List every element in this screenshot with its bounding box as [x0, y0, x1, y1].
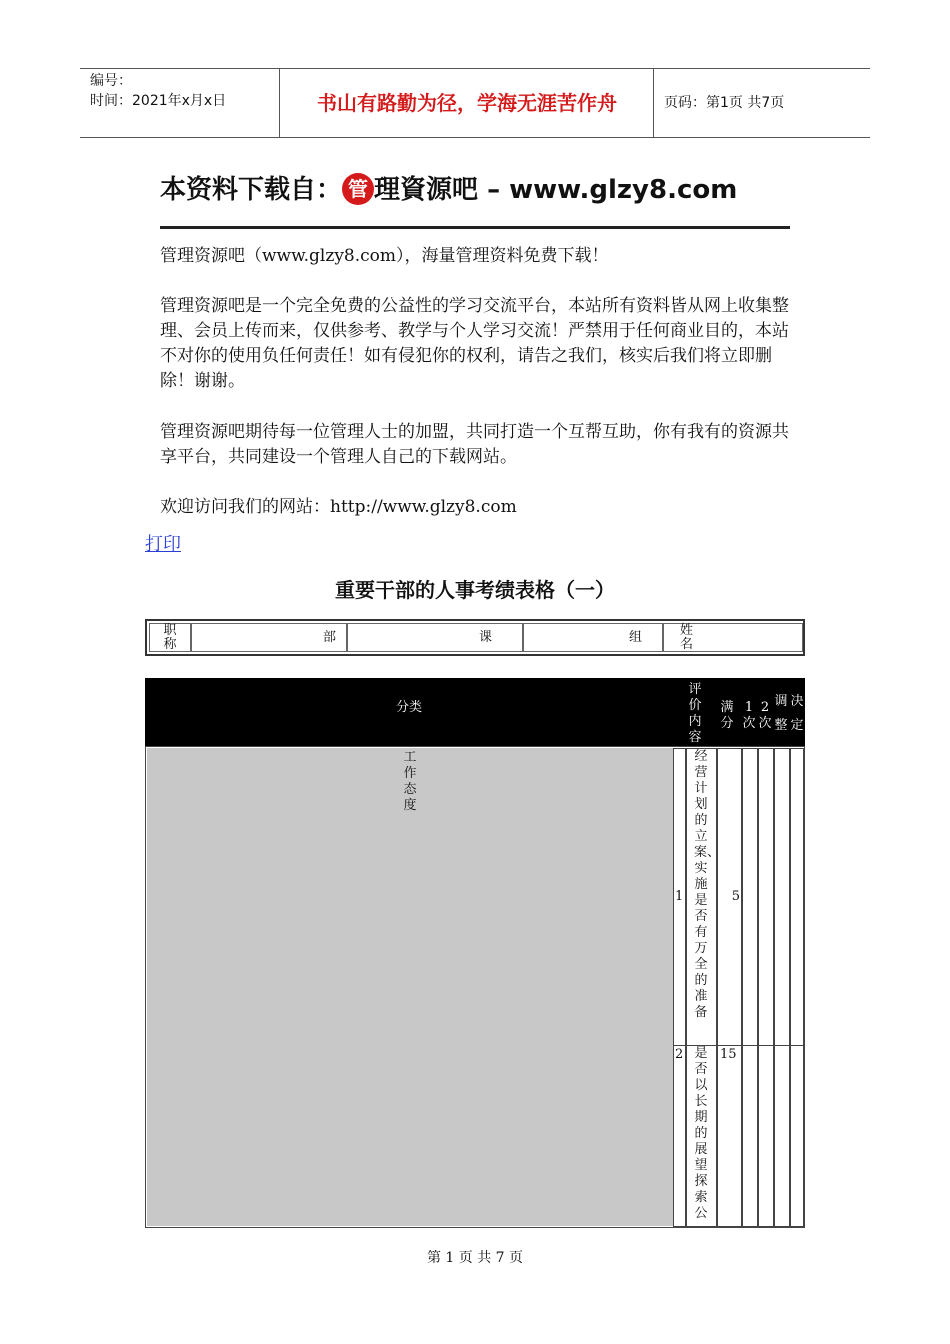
- decide-header: 决定: [790, 694, 804, 733]
- row-1-adjust-cell[interactable]: [774, 748, 790, 1046]
- second-review-header: 2次: [758, 700, 772, 731]
- row-2-first-cell[interactable]: [742, 1045, 758, 1227]
- time-label: 时间：2021年x月x日: [90, 93, 227, 109]
- row-1-content: 经营计划的立案、实施是否有万全的准备: [694, 749, 721, 1020]
- first-review-header: 1次: [742, 700, 756, 731]
- evaluation-table: [145, 678, 805, 1228]
- row-2-number-cell: [673, 1045, 686, 1227]
- employee-info-table: [145, 619, 805, 656]
- full-score-header: 满分: [720, 700, 734, 731]
- group-field[interactable]: 组: [523, 623, 663, 652]
- title-label: 职称: [149, 623, 191, 652]
- content-header: 评价内容: [688, 682, 702, 745]
- row-2-content: 是否以长期的展望探索公: [694, 1046, 708, 1221]
- name-field[interactable]: 姓名: [663, 623, 803, 652]
- category-header: 分类: [395, 700, 422, 715]
- row-1-decide-cell[interactable]: [790, 748, 804, 1046]
- banner-prefix: 本资料下载自：: [160, 175, 343, 205]
- row-1-score: 5: [731, 889, 740, 904]
- row-1-first-cell[interactable]: [742, 748, 758, 1046]
- page-footer: 第 1 页 共 7 页: [426, 1250, 524, 1266]
- row-2-number: 2: [675, 1047, 684, 1062]
- row-1-content-cell: [686, 748, 721, 1046]
- download-banner: [160, 168, 790, 230]
- header-meta: [80, 69, 280, 137]
- banner-site: 理資源吧 – www.glzy8.com: [374, 175, 738, 205]
- print-link[interactable]: 打印: [145, 534, 181, 555]
- row-1-second-cell[interactable]: [758, 748, 774, 1046]
- row-2-score: 15: [720, 1047, 737, 1062]
- row-2-second-cell[interactable]: [758, 1045, 774, 1227]
- row-2-decide-cell[interactable]: [790, 1045, 804, 1227]
- banner-divider: [160, 226, 790, 229]
- table-header-row: [145, 678, 805, 746]
- category-cell: [147, 748, 674, 1226]
- header-page-code: 页码：第1页 共7页: [664, 95, 785, 111]
- header-motto: 书山有路勤为径，学海无涯苦作舟: [281, 69, 654, 137]
- intro-paragraph-3: 管理资源吧期待每一位管理人士的加盟，共同打造一个互帮互助，你有我有的资源共享平台，共同建设一个管理人自己的下载网站。: [160, 422, 789, 467]
- category-value: 工作态度: [403, 750, 417, 813]
- row-1-number: 1: [675, 889, 684, 904]
- intro-paragraph-2: 管理资源吧是一个完全免费的公益性的学习交流平台，本站所有资料皆从网上收集整理、会员上传而来，仅供参考、教学与个人学习交流！严禁用于任何商业目的，本站不对你的使用负任何责任！如有侵犯你的权利，请告之我们，核实后我们将立即删除！谢谢。: [160, 296, 789, 391]
- row-1-score-cell: [717, 748, 742, 1046]
- intro-paragraph-1: 管理资源吧（www.glzy8.com），海量管理资料免费下载！: [160, 246, 609, 266]
- row-2-score-cell: [717, 1045, 742, 1227]
- dept-field[interactable]: 部: [191, 623, 347, 652]
- section-field[interactable]: 课: [347, 623, 523, 652]
- row-2-adjust-cell[interactable]: [774, 1045, 790, 1227]
- page-title: 重要干部的人事考绩表格（一）: [335, 578, 615, 602]
- document-header: [80, 68, 870, 138]
- table-body: [145, 746, 805, 1228]
- site-logo-icon: 管: [342, 173, 374, 205]
- row-1-number-cell: [673, 748, 686, 1046]
- number-label: 编号：: [90, 73, 132, 89]
- intro-paragraph-4: 欢迎访问我们的网站：http://www.glzy8.com: [160, 497, 517, 517]
- adjust-header: 调整: [774, 694, 788, 733]
- row-2-content-cell: [686, 1045, 717, 1227]
